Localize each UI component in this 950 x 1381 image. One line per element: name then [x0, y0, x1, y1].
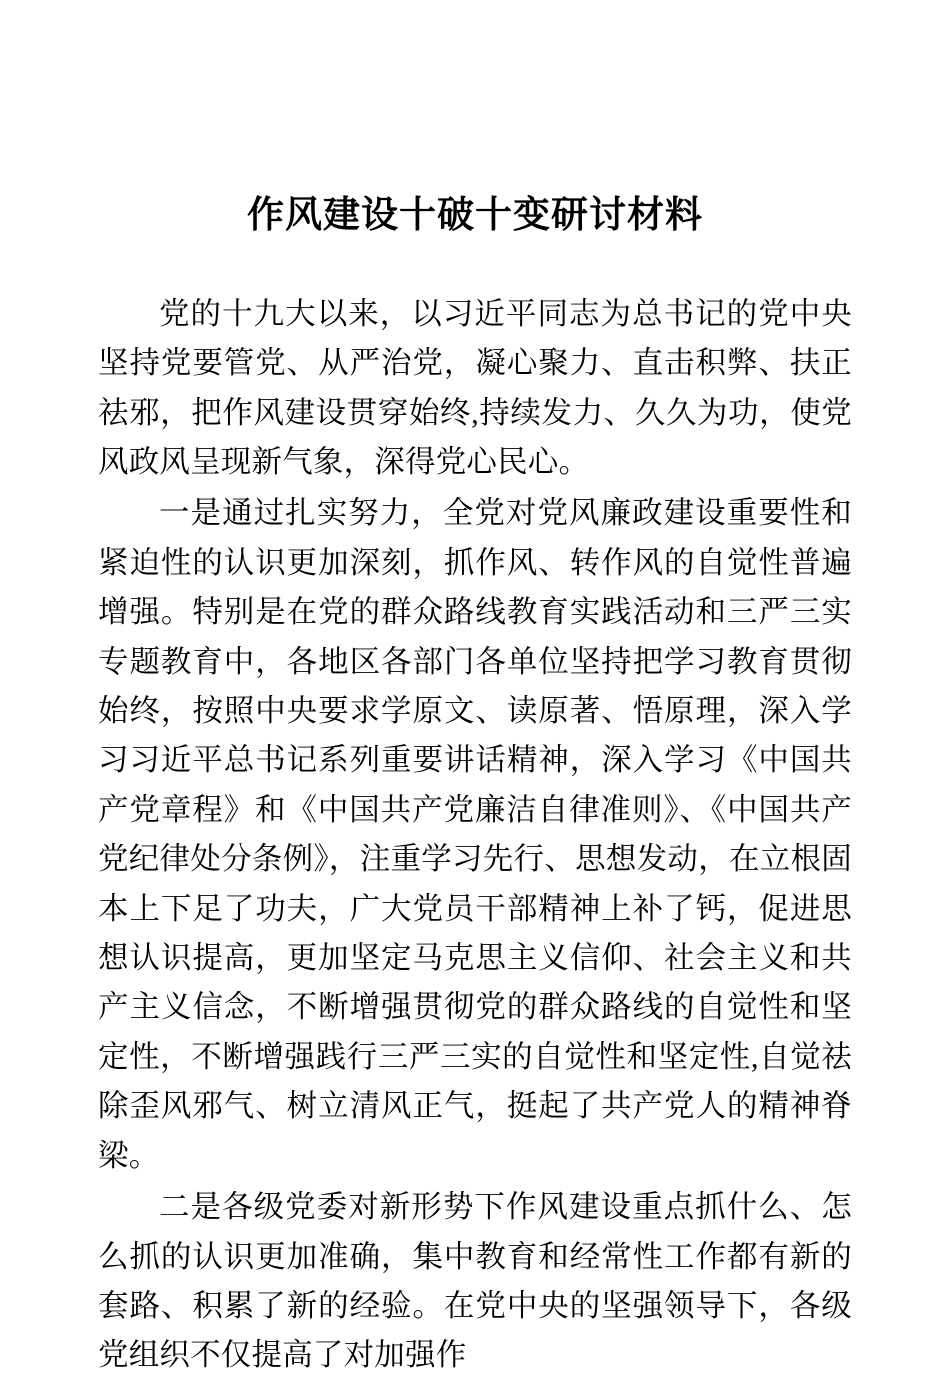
page-title: 作风建设十破十变研讨材料 — [247, 195, 703, 236]
paragraph: 一是通过扎实努力，全党对党风廉政建设重要性和紧迫性的认识更加深刻，抓作风、转作风的自觉性普遍增强。特别是在党的群众路线教育实践活动和三严三实专题教育中，各地区各部门各单位坚持把学习教育贯彻始终，按照中央要求学原文、读原著、悟原理，深入学习习近平总书记系列重要讲话精神，深入学习《中国共产党章程》和《中国共产党廉洁自律准则》、《中国共产党纪律处分条例》，注重学习先行、思想发动，在立根固本上下足了功夫，广大党员干部精神上补了钙，促进思想认识提高，更加坚定马克思主义信仰、社会主义和共产主义信念，不断增强贯彻党的群众路线的自觉性和坚定性，不断增强践行三严三实的自觉性和坚定性,自觉祛除歪风邪气、树立清风正气，挺起了共产党人的精神脊梁。 — [98, 496, 852, 1173]
paragraph: 党的十九大以来，以习近平同志为总书记的党中央坚持党要管党、从严治党，凝心聚力、直击积弊、扶正祛邪，把作风建设贯穿始终,持续发力、久久为功，使党风政风呈现新气象，深得党心民心。 — [98, 296, 852, 480]
document-body — [98, 290, 852, 1381]
paragraph: 二是各级党委对新形势下作风建设重点抓什么、怎么抓的认识更加准确，集中教育和经常性工作都有新的套路、积累了新的经验。在党中央的坚强领导下，各级党组织不仅提高了对加强作 — [98, 1190, 852, 1373]
